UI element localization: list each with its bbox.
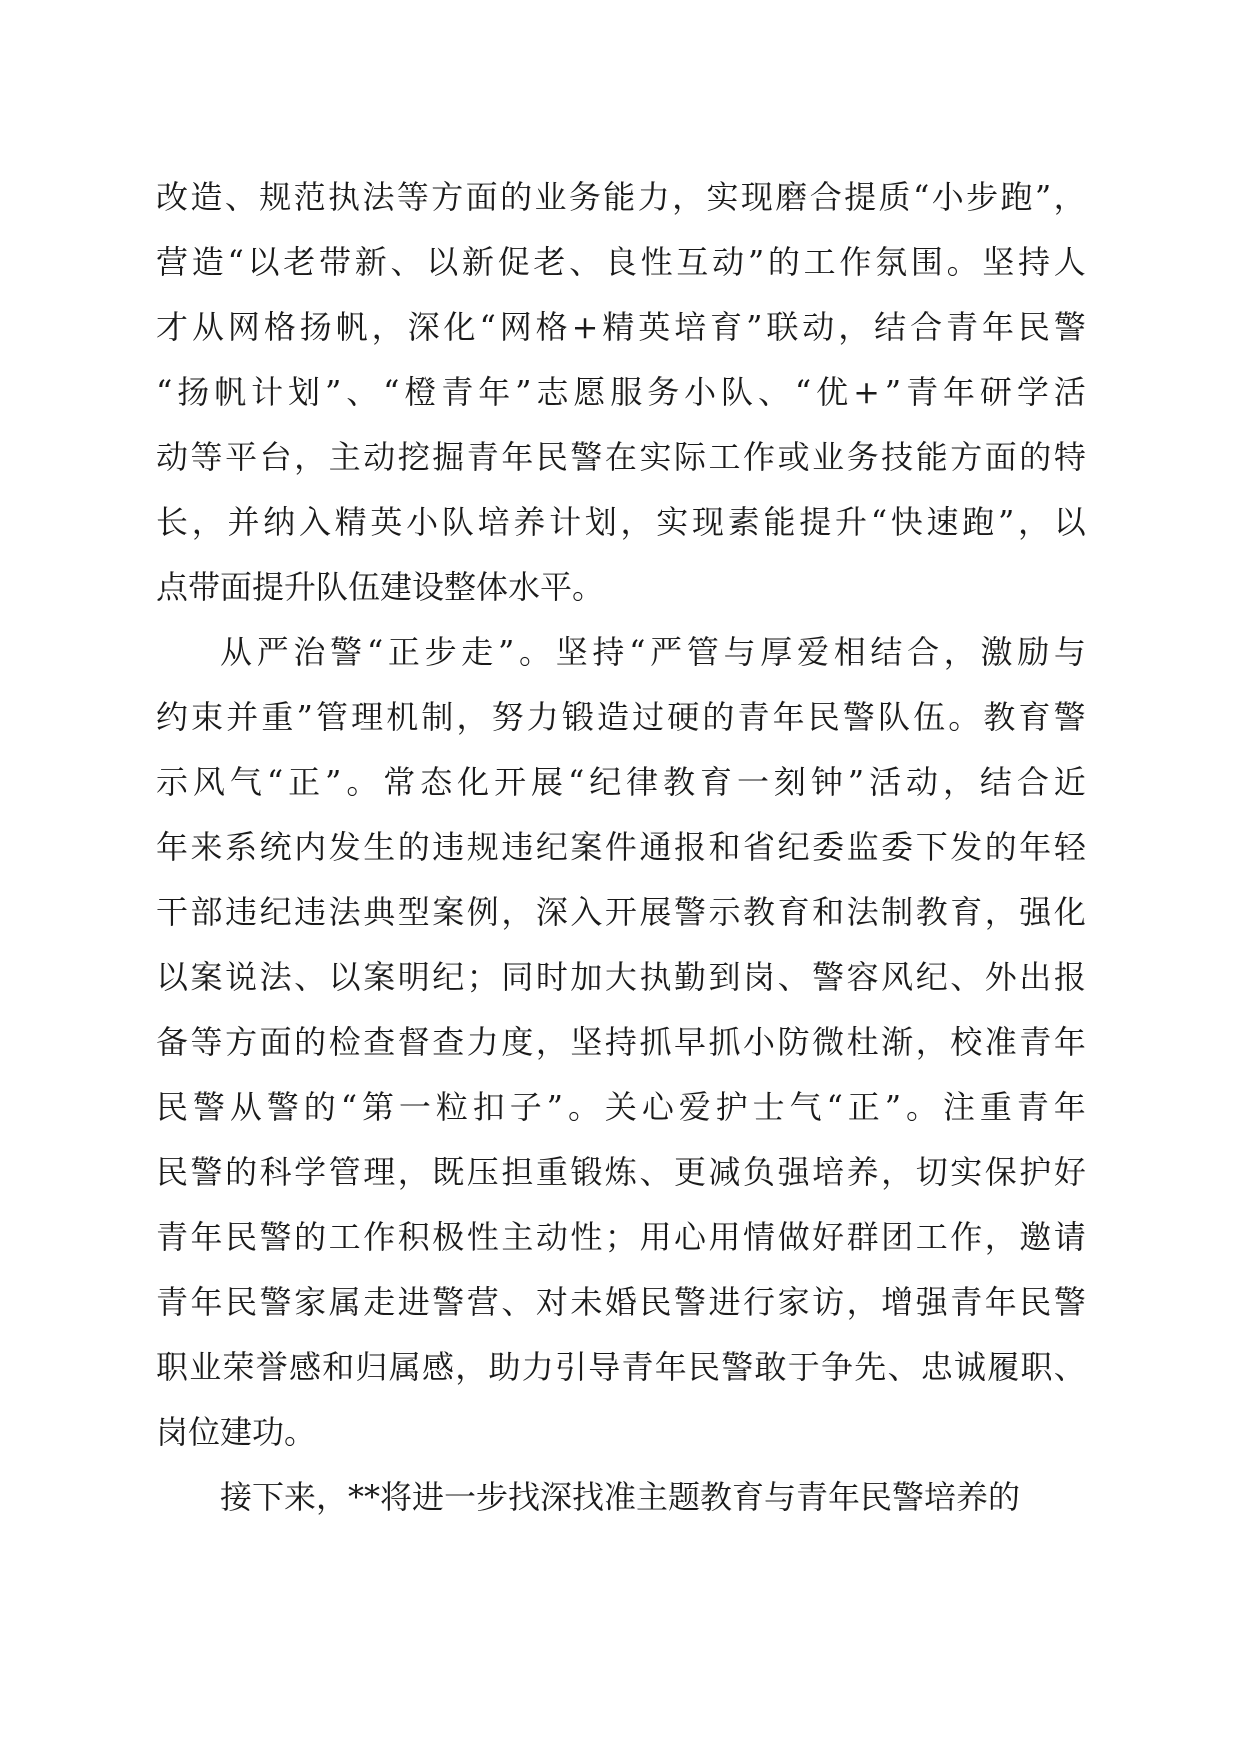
text-line: 营 造 “ 以 老 带 新 、 以 新 促 老 、 良 性 互 动 ” 的 工 作 氛 围 。 坚 持 人	[156, 243, 1086, 281]
text-line: “ 扬 帆 计 划 ” 、 “ 橙 青 年 ” 志 愿 服 务 小 队 、 “ 优 + ” 青 年 研 学 活	[156, 373, 1086, 411]
text-line: 职 业 荣 誉 感 和 归 属 感 ， 助 力 引 导 青 年 民 警 敢 于 争 先 、 忠 诚 履 职 、	[156, 1348, 1086, 1386]
paragraph-1	[156, 165, 1086, 620]
document-body	[156, 165, 1086, 1530]
text-line: 约 束 并 重 ” 管 理 机 制 ， 努 力 锻 造 过 硬 的 青 年 民 警 队 伍 。 教 育 警	[156, 698, 1086, 736]
text-line: 改 造 、 规 范 执 法 等 方 面 的 业 务 能 力 ， 实 现 磨 合 提 质 “ 小 步 跑 ” ，	[156, 178, 1086, 216]
text-line: 青 年 民 警 的 工 作 积 极 性 主 动 性 ； 用 心 用 情 做 好 群 团 工 作 ， 邀 请	[156, 1218, 1086, 1256]
text-line: 民 警 从 警 的 “ 第 一 粒 扣 子 ” 。 关 心 爱 护 士 气 “ 正 ” 。 注 重 青 年	[156, 1088, 1086, 1126]
text-line: 年 来 系 统 内 发 生 的 违 规 违 纪 案 件 通 报 和 省 纪 委 监 委 下 发 的 年 轻	[156, 828, 1086, 866]
text-line: 示 风 气 “ 正 ” 。 常 态 化 开 展 “ 纪 律 教 育 一 刻 钟 ” 活 动 ， 结 合 近	[156, 763, 1086, 801]
text-line: 接下来，**将进一步找深找准主题教育与青年民警培养的	[220, 1478, 1021, 1516]
text-line: 干 部 违 纪 违 法 典 型 案 例 ， 深 入 开 展 警 示 教 育 和 法 制 教 育 ， 强 化	[156, 893, 1086, 931]
paragraph-2	[156, 620, 1086, 1465]
text-line: 长 ， 并 纳 入 精 英 小 队 培 养 计 划 ， 实 现 素 能 提 升 “ 快 速 跑 ” ， 以	[156, 503, 1086, 541]
paragraph-3	[156, 1465, 1086, 1530]
text-line: 青 年 民 警 家 属 走 进 警 营 、 对 未 婚 民 警 进 行 家 访 ， 增 强 青 年 民 警	[156, 1283, 1086, 1321]
text-line: 才 从 网 格 扬 帆 ， 深 化 “ 网 格 + 精 英 培 育 ” 联 动 ， 结 合 青 年 民 警	[156, 308, 1086, 346]
text-line: 以 案 说 法 、 以 案 明 纪 ； 同 时 加 大 执 勤 到 岗 、 警 容 风 纪 、 外 出 报	[156, 958, 1086, 996]
text-line: 岗位建功。	[156, 1413, 317, 1451]
text-line: 点带面提升队伍建设整体水平。	[156, 568, 605, 606]
text-line: 备 等 方 面 的 检 查 督 查 力 度 ， 坚 持 抓 早 抓 小 防 微 杜 渐 ， 校 准 青 年	[156, 1023, 1086, 1061]
text-line: 民 警 的 科 学 管 理 ， 既 压 担 重 锻 炼 、 更 减 负 强 培 养 ， 切 实 保 护 好	[156, 1153, 1086, 1191]
text-line: 动 等 平 台 ， 主 动 挖 掘 青 年 民 警 在 实 际 工 作 或 业 务 技 能 方 面 的 特	[156, 438, 1086, 476]
text-line: 从 严 治 警 “ 正 步 走 ” 。 坚 持 “ 严 管 与 厚 爱 相 结 合 ， 激 励 与	[220, 633, 1086, 671]
